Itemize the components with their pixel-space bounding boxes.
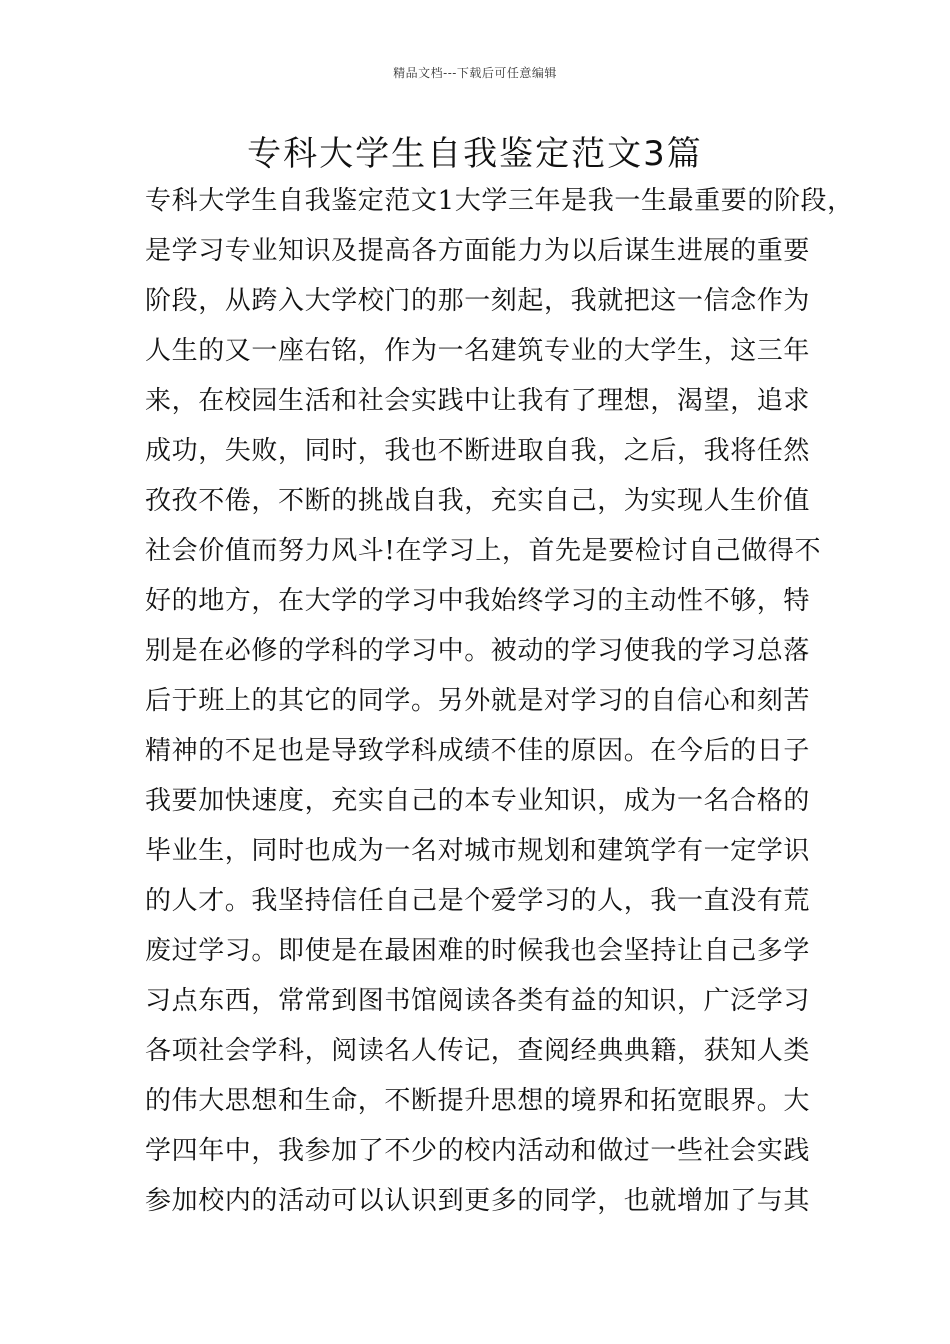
- body-line: 别是在必修的学科的学习中。被动的学习使我的学习总落: [145, 636, 811, 666]
- body-line: 毕业生，同时也成为一名对城市规划和建筑学有一定学识: [145, 836, 811, 866]
- document-body: [145, 176, 854, 1226]
- body-line: 习点东西，常常到图书馆阅读各类有益的知识，广泛学习: [145, 986, 811, 1016]
- body-line: 是学习专业知识及提高各方面能力为以后谋生进展的重要: [145, 236, 811, 266]
- body-line: 阶段，从跨入大学校门的那一刻起，我就把这一信念作为: [145, 286, 811, 316]
- body-line: 社会价值而努力风斗!在学习上，首先是要检讨自己做得不: [145, 536, 822, 566]
- body-line: 废过学习。即使是在最困难的时候我也会坚持让自己多学: [145, 936, 811, 966]
- body-line: 参加校内的活动可以认识到更多的同学，也就增加了与其: [145, 1186, 811, 1216]
- body-line: 成功，失败，同时，我也不断进取自我，之后，我将任然: [145, 436, 811, 466]
- body-line: 的人才。我坚持信任自己是个爱学习的人，我一直没有荒: [145, 886, 811, 916]
- body-line: 后于班上的其它的同学。另外就是对学习的自信心和刻苦: [145, 686, 811, 716]
- body-line: 的伟大思想和生命，不断提升思想的境界和拓宽眼界。大: [145, 1086, 811, 1116]
- body-line: 来，在校园生活和社会实践中让我有了理想，渴望，追求: [145, 386, 811, 416]
- body-line: 精神的不足也是导致学科成绩不佳的原因。在今后的日子: [145, 736, 811, 766]
- header-note: 精品文档---下载后可任意编辑: [393, 66, 557, 80]
- body-line: 专科大学生自我鉴定范文1大学三年是我一生最重要的阶段，: [145, 186, 854, 216]
- body-line: 人生的又一座右铭，作为一名建筑专业的大学生，这三年: [145, 336, 811, 366]
- document-title: 专科大学生自我鉴定范文3篇: [247, 134, 703, 174]
- body-line: 好的地方，在大学的学习中我始终学习的主动性不够，特: [145, 586, 811, 616]
- body-line: 各项社会学科，阅读名人传记，查阅经典典籍，获知人类: [145, 1036, 811, 1066]
- body-line: 学四年中，我参加了不少的校内活动和做过一些社会实践: [145, 1136, 811, 1166]
- body-line: 孜孜不倦，不断的挑战自我，充实自己，为实现人生价值: [145, 486, 811, 516]
- body-line: 我要加快速度，充实自己的本专业知识，成为一名合格的: [145, 786, 811, 816]
